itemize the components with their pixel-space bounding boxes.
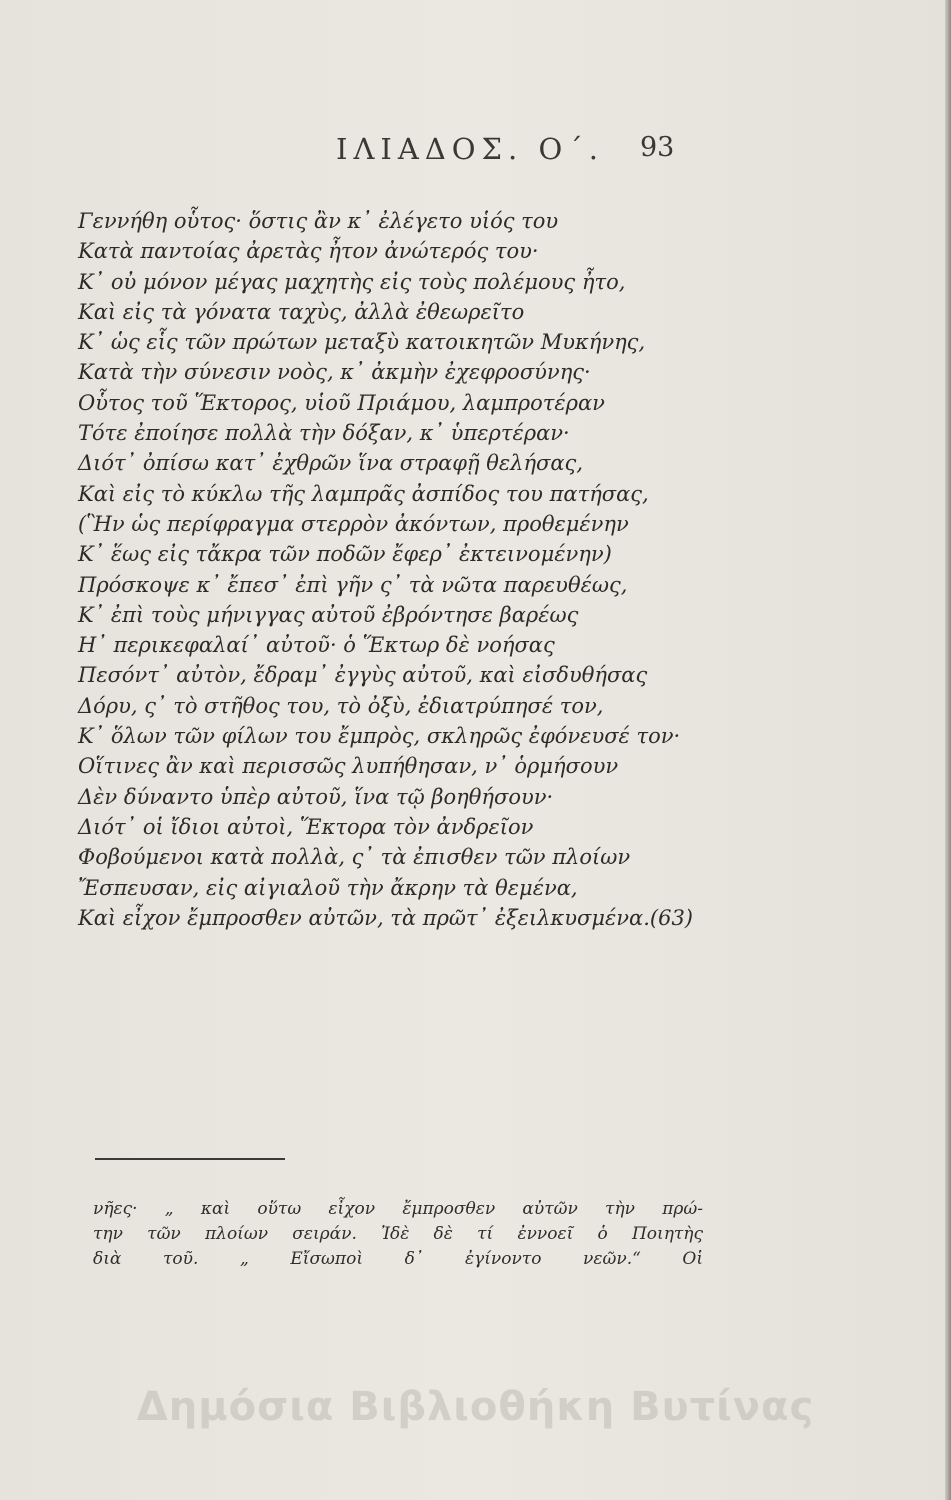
verse-line: Ἔσπευσαν, εἰς αἰγιαλοῦ τὴν ἄκρην τὰ θεμένα, [78, 875, 578, 900]
footnote-line: νῆες· „ καὶ οὕτω εἶχον ἔμπροσθεν αὐτῶν τὴν πρώ- [93, 1199, 703, 1219]
verse-line: Κ᾽ ἐπὶ τοὺς μήνιγγας αὐτοῦ ἐβρόντησε βαρέως [78, 602, 579, 627]
verse-block [78, 206, 698, 933]
verse-line: Κατὰ τὴν σύνεσιν νοὸς, κ᾽ ἀκμὴν ἐχεφροσύνης· [78, 360, 591, 385]
page-number: 93 [640, 132, 675, 163]
verse-line: Καὶ εἰς τὸ κύκλω τῆς λαμπρᾶς ἀσπίδος του πατήσας, [78, 481, 649, 506]
verse-line: Κ᾽ ὡς εἷς τῶν πρώτων μεταξὺ κατοικητῶν Μυκήνης, [78, 330, 646, 355]
footnote-line: την τῶν πλοίων σειράν. Ἰδὲ δὲ τί ἐννοεῖ ὁ Ποιητὴς [93, 1224, 703, 1244]
footnote-line: διὰ τοῦ. „ Εἴσωποὶ δ᾽ ἐγίνοντο νεῶν.“ Οἱ [93, 1249, 703, 1269]
verse-line: Δόρυ, ς᾽ τὸ στῆθος του, τὸ ὀξὺ, ἐδιατρύπησέ τον, [78, 693, 604, 718]
verse-line: Τότε ἐποίησε πολλὰ τὴν δόξαν, κ᾽ ὑπερτέραν· [78, 421, 570, 446]
verse-line: Γεννήθη οὗτος· ὅστις ἂν κ᾽ ἐλέγετο υἱός του [78, 209, 559, 233]
verse-line: Διότ᾽ ὀπίσω κατ᾽ ἐχθρῶν ἵνα στραφῇ θελήσας, [78, 451, 583, 476]
verse-line: Οἵτινες ἂν καὶ περισσῶς λυπήθησαν, ν᾽ ὁρμήσουν [78, 754, 619, 779]
verse-line: Πρόσκοψε κ᾽ ἔπεσ᾽ ἐπὶ γῆν ς᾽ τὰ νῶτα παρευθέως, [78, 572, 628, 597]
verse-line: Κ᾽ οὐ μόνον μέγας μαχητὴς εἰς τοὺς πολέμους ἦτο, [78, 269, 626, 294]
verse-line: Κ᾽ ὅλων τῶν φίλων του ἔμπρὸς, σκληρῶς ἐφόνευσέ τον· [78, 724, 681, 749]
page-header [0, 132, 951, 172]
verse-line: Δὲν δύναντο ὑπὲρ αὐτοῦ, ἵνα τῷ βοηθήσουν· [78, 784, 554, 809]
verse-line: (Ἣν ὡς περίφραγμα στερρὸν ἀκόντων, προθεμένην [78, 511, 629, 536]
footnote-rule [95, 1158, 285, 1160]
verse-line: Πεσόντ᾽ αὐτὸν, ἔδραμ᾽ ἐγγὺς αὐτοῦ, καὶ εἰσδυθήσας [78, 663, 648, 688]
page-edge [945, 0, 951, 1500]
verse-line: Καὶ εἶχον ἔμπροσθεν αὐτῶν, τὰ πρῶτ᾽ ἐξειλκυσμένα.(63) [78, 905, 693, 930]
verse-line: Η᾽ περικεφαλαί᾽ αὐτοῦ· ὁ Ἕκτωρ δὲ νοήσας [78, 633, 555, 658]
verse-line: Καὶ εἰς τὰ γόνατα ταχὺς, ἀλλὰ ἐθεωρεῖτο [78, 299, 525, 324]
verse-line: Κ᾽ ἕως εἰς τἄκρα τῶν ποδῶν ἔφερ᾽ ἐκτεινομένην) [78, 542, 612, 567]
library-watermark: Δημόσια Βιβλιοθήκη Βυτίνας [136, 1384, 815, 1430]
verse-line: Διότ᾽ οἱ ἴδιοι αὐτοὶ, Ἕκτορα τὸν ἀνδρεῖον [78, 814, 534, 839]
verse-line: Οὗτος τοῦ Ἕκτορος, υἱοῦ Πριάμου, λαμπροτέραν [78, 390, 605, 415]
verse-line: Κατὰ παντοίας ἀρετὰς ἦτον ἀνώτερός του· [78, 239, 539, 264]
footnote-block [93, 1197, 703, 1272]
running-title: ΙΛΙΑΔΟΣ. Ο΄. [336, 132, 604, 166]
verse-line: Φοβούμενοι κατὰ πολλὰ, ς᾽ τὰ ἐπισθεν τῶν πλοίων [78, 845, 631, 870]
